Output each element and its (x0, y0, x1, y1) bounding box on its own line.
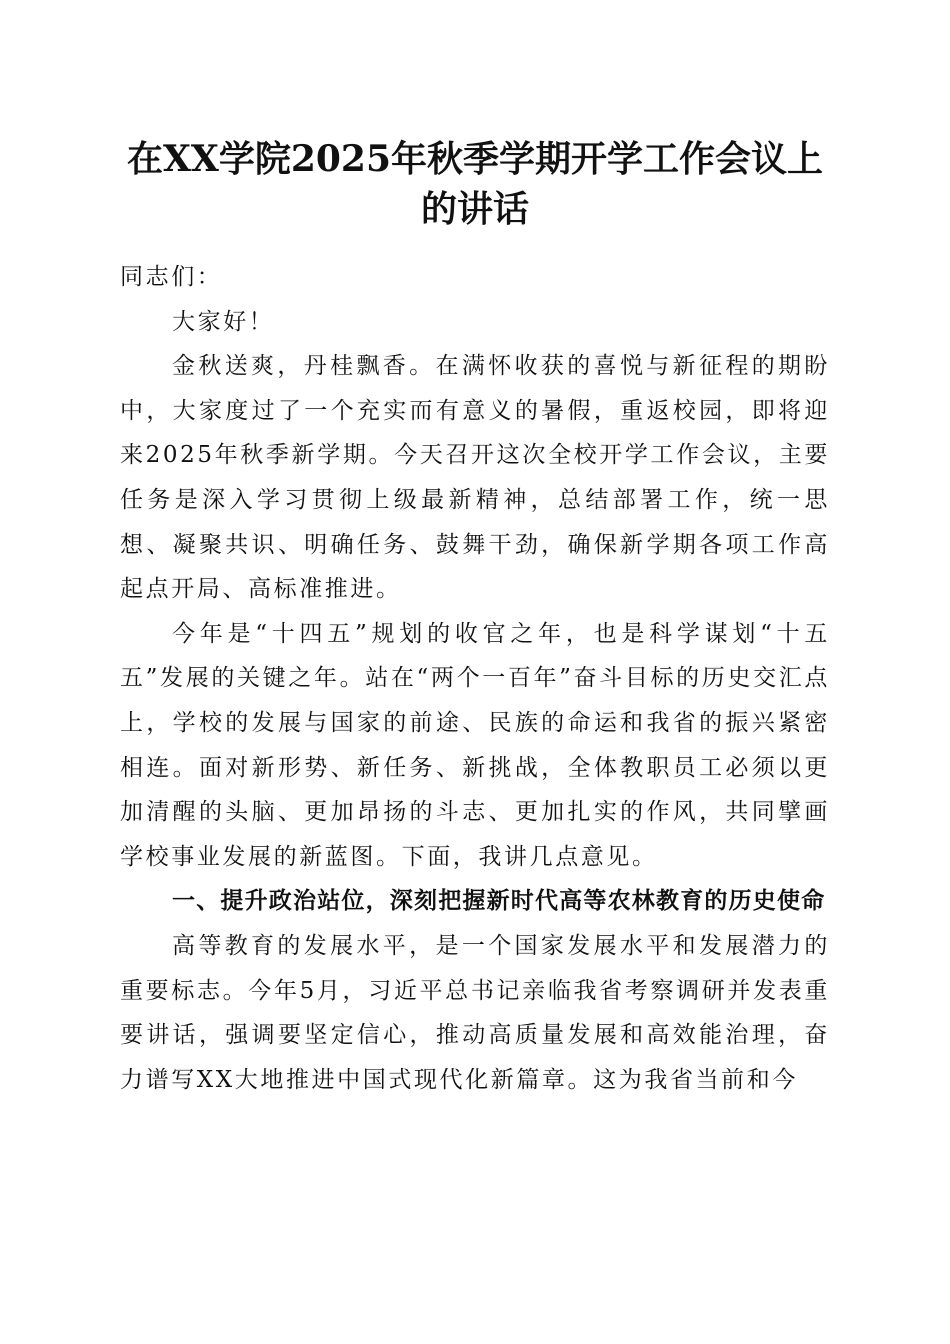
document-title: 在XX学院2025年秋季学期开学工作会议上的讲话 (126, 138, 824, 230)
section-heading: 一、提升政治站位，深刻把握新时代高等农林教育的历史使命 (172, 888, 826, 915)
salutation: 同志们： (120, 264, 223, 290)
paragraph-opening: 金秋送爽，丹桂飘香。在满怀收获的喜悦与新征程的期盼中，大家度过了一个充实而有意义的暑假，重返校园，即将迎来2025年秋季新学期。今天召开这次全校开学工作会议，主要任务是深入学习贯彻上级最新精神，总结部署工作，统一思想、凝聚共识、明确任务、鼓舞干劲，确保新学期各项工作高起点开局、高标准推进。 (120, 353, 830, 603)
paragraph-context: 今年是“十四五”规划的收官之年，也是科学谋划“十五五”发展的关键之年。站在“两个一百年”奋斗目标的历史交汇点上，学校的发展与国家的前途、民族的命运和我省的振兴紧密相连。面对新形势、新任务、新挑战，全体教职员工必须以更加清醒的头脑、更加昂扬的斗志、更加扎实的作风，共同擘画学校事业发展的新蓝图。下面，我讲几点意见。 (120, 620, 830, 870)
greeting: 大家好！ (172, 308, 275, 335)
document-body (120, 255, 830, 1102)
section-paragraph: 高等教育的发展水平，是一个国家发展水平和发展潜力的重要标志。今年5月，习近平总书记亲临我省考察调研并发表重要讲话，强调要坚定信心，推动高质量发展和高效能治理，奋力谱写XX大地推进中国式现代化新篇章。这为我省当前和今 (120, 932, 830, 1093)
